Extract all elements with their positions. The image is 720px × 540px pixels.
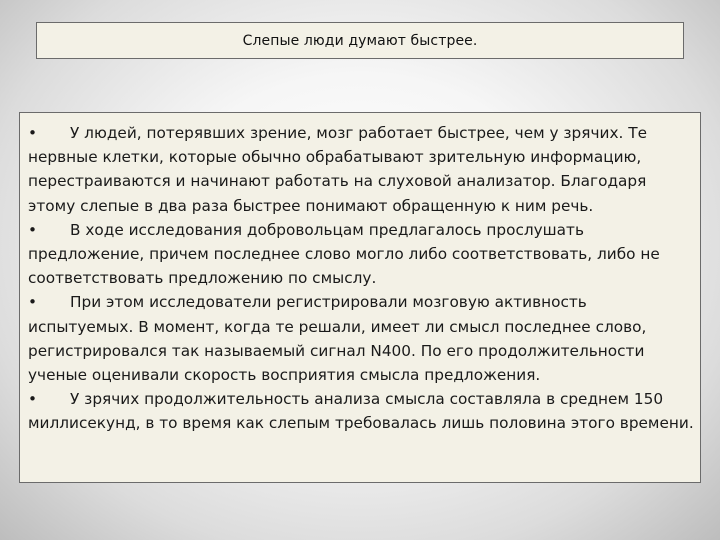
paragraph <box>28 290 694 387</box>
paragraph-text: У зрячих продолжительность анализа смысла составляла в среднем 150 миллисекунд, в то время как слепым требовалась лишь половина этого времени. <box>28 390 694 433</box>
paragraph-text: При этом исследователи регистрировали мозговую активность испытуемых. В момент, когда те решали, имеет ли смысл последнее слово, регистрировался так называемый сигнал N400. По его продолжительности ученые оценивали скорость восприятия смысла предложения. <box>28 293 647 385</box>
bullet-icon: • <box>28 390 38 409</box>
paragraph <box>28 387 694 435</box>
bullet-icon: • <box>28 293 38 312</box>
slide-title: Слепые люди думают быстрее. <box>242 32 478 49</box>
paragraph <box>28 121 694 218</box>
bullet-icon: • <box>28 220 38 239</box>
paragraph-text: У людей, потерявших зрение, мозг работает быстрее, чем у зрячих. Те нервные клетки, которые обычно обрабатывают зрительную информацию, перестраиваются и начинают работать на слуховой анализатор. Благодаря этому слепые в два раза быстрее понимают обращенную к ним речь. <box>28 124 647 215</box>
paragraph-text: В ходе исследования добровольцам предлагалось прослушать предложение, причем последнее слово могло либо соответствовать, либо не соответствовать предложению по смыслу. <box>28 220 660 288</box>
content-box <box>19 112 701 483</box>
paragraph <box>28 218 694 291</box>
bullet-icon: • <box>28 124 38 142</box>
title-box <box>36 22 684 59</box>
